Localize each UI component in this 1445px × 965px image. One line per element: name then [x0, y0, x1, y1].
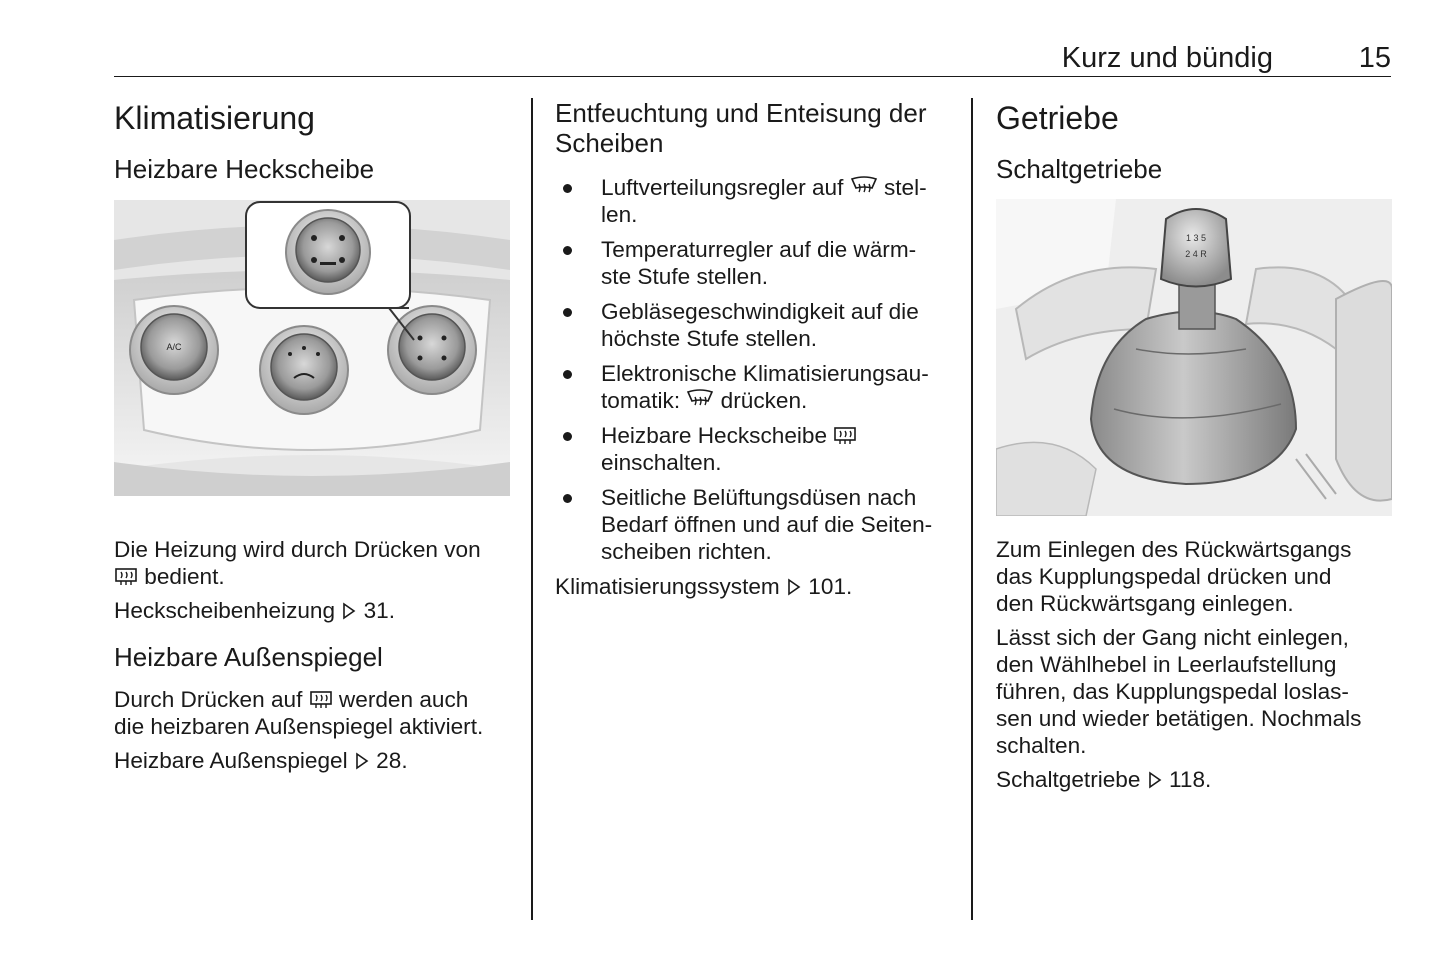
cross-reference: Heckscheibenheizung 31. — [114, 598, 396, 623]
cross-reference: Klimatisierungssystem 101. — [555, 574, 853, 599]
column-defog — [555, 98, 955, 600]
air-distribution-knob — [388, 306, 476, 394]
list-item: Temperaturregler auf die wärm- ste Stufe stellen. — [555, 236, 955, 290]
subsection-title-heated-mirrors: Heizbare Außenspiegel — [114, 642, 383, 672]
reference-arrow-icon — [354, 752, 370, 770]
defog-steps-list — [555, 174, 955, 565]
list-item: Heizbare Heckscheibe einschalten. — [555, 422, 955, 476]
list-item: Elektronische Klimatisierungsau- tomatik: drücken. — [555, 360, 955, 414]
rear-window-heater-icon — [114, 567, 138, 587]
page-number: 15 — [1358, 42, 1391, 74]
paragraph: Durch Drücken auf werden auch die heizbaren Außenspiegel aktiviert. — [114, 687, 484, 739]
column-climate-text — [114, 536, 512, 774]
rear-window-heater-icon — [833, 426, 857, 446]
paragraph: Zum Einlegen des Rückwärtsgangs das Kupplungspedal drücken und den Rückwärtsgang einlegen. — [996, 537, 1352, 616]
reference-arrow-icon — [786, 578, 802, 596]
subsection-title-manual-transmission: Schaltgetriebe — [996, 154, 1163, 184]
svg-text:2 4 R: 2 4 R — [1185, 249, 1207, 259]
cross-reference: Heizbare Außenspiegel 28. — [114, 748, 408, 773]
paragraph: Die Heizung wird durch Drücken von bedient. — [114, 537, 481, 589]
windshield-defrost-icon — [850, 176, 878, 198]
page-header — [114, 40, 1391, 77]
header-section-title: Kurz und bündig — [1061, 42, 1273, 74]
list-item: Seitliche Belüftungsdüsen nach Bedarf öffnen und auf die Seiten- scheiben richten. — [555, 484, 955, 565]
column-transmission-text — [996, 536, 1392, 793]
svg-text:1 3 5: 1 3 5 — [1185, 233, 1207, 243]
section-title-getriebe: Getriebe — [996, 100, 1119, 136]
column-divider — [971, 98, 973, 920]
reference-arrow-icon — [341, 602, 357, 620]
fan-speed-knob — [260, 326, 348, 414]
gear-shift-illustration — [996, 199, 1392, 516]
subsection-title-defog: Entfeuchtung und Enteisung der Scheiben — [555, 98, 927, 158]
section-title-klimatisierung: Klimatisierung — [114, 100, 315, 136]
ac-label: A/C — [166, 342, 182, 352]
climate-control-illustration — [114, 200, 510, 496]
list-item: Luftverteilungsregler auf stel- len. — [555, 174, 955, 228]
list-item: Gebläsegeschwindigkeit auf die höchste Stufe stellen. — [555, 298, 955, 352]
paragraph: Lässt sich der Gang nicht einlegen, den Wählhebel in Leerlaufstellung führen, das Kupplungspedal loslas- sen und wieder betätigen. Nochmals schalten. — [996, 625, 1362, 758]
reference-arrow-icon — [1147, 771, 1163, 789]
column-transmission — [996, 98, 1392, 184]
cross-reference: Schaltgetriebe 118. — [996, 767, 1212, 792]
magnified-knob — [286, 210, 370, 294]
ac-knob — [130, 306, 218, 394]
column-climate — [114, 98, 512, 184]
windshield-defrost-icon — [686, 389, 714, 411]
subsection-title-heated-rear-window: Heizbare Heckscheibe — [114, 154, 375, 184]
column-divider — [531, 98, 533, 920]
rear-window-heater-icon — [309, 690, 333, 710]
